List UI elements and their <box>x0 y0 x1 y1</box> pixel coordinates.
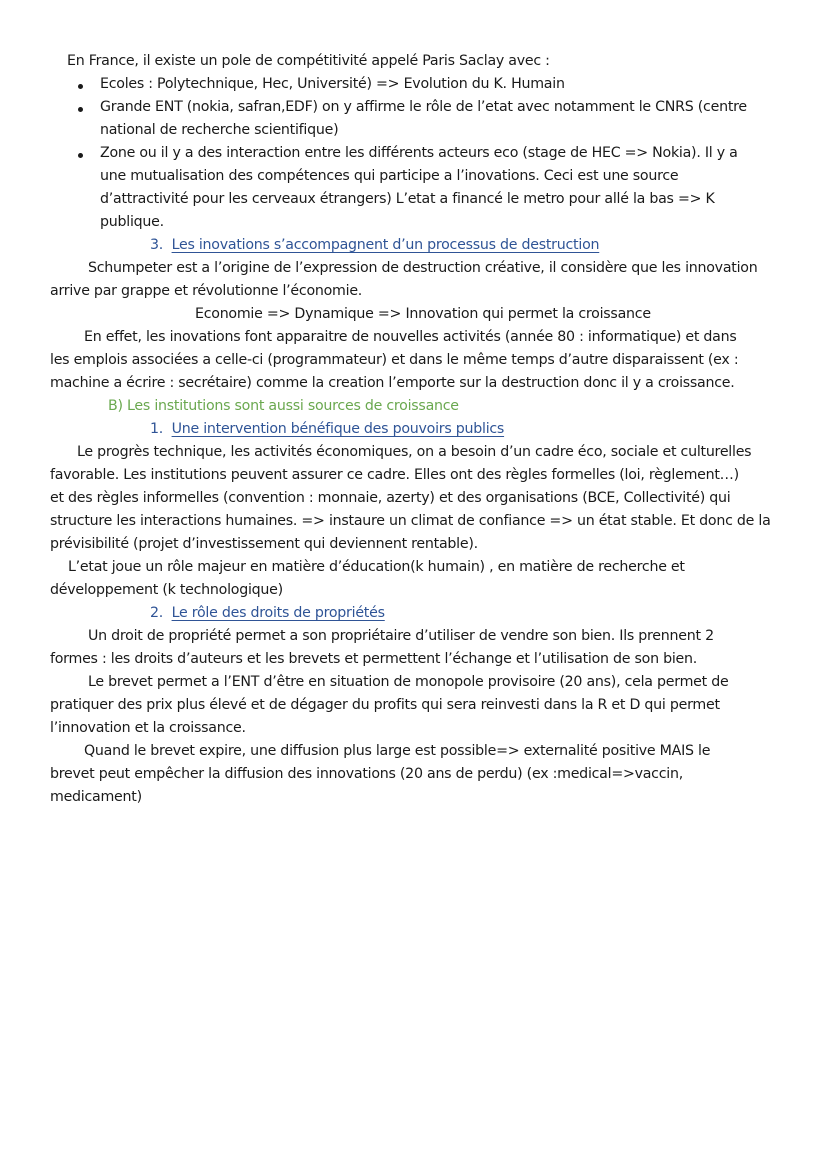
bullet-line: Grande ENT (nokia, safran,EDF) on y affirme le rôle de l’etat avec notamment le CNRS (centre <box>100 99 747 115</box>
heading-title: Les inovations s’accompagnent d’un processus de destruction <box>171 237 600 253</box>
heading-number: 1. <box>150 421 164 437</box>
paragraph-line: Quand le brevet expire, une diffusion plus large est possible=> externalité positive MAIS le <box>84 743 711 759</box>
formula-line: Economie => Dynamique => Innovation qui permet la croissance <box>195 306 651 322</box>
bullet-icon <box>78 153 83 158</box>
intro-text: En France, il existe un pole de compétitivité appelé Paris Saclay avec : <box>67 53 550 69</box>
bullet-icon <box>78 107 83 112</box>
paragraph-line: Schumpeter est a l’origine de l’expression de destruction créative, il considère que les innovation <box>88 260 758 276</box>
heading-title: Une intervention bénéfique des pouvoirs publics <box>171 421 505 437</box>
heading-1 <box>150 418 504 441</box>
bullet-line: publique. <box>100 214 164 230</box>
paragraph-line: l’innovation et la croissance. <box>50 720 246 736</box>
paragraph-line: favorable. Les institutions peuvent assurer ce cadre. Elles ont des règles formelles (loi, règlement…) <box>50 467 739 483</box>
paragraph-line: les emplois associées a celle-ci (programmateur) et dans le même temps d’autre disparaissent (ex : <box>50 352 739 368</box>
bullet-line: Ecoles : Polytechnique, Hec, Université) => Evolution du K. Humain <box>100 76 565 92</box>
paragraph-line: prévisibilité (projet d’investissement qui deviennent rentable). <box>50 536 478 552</box>
bullet-line: Zone ou il y a des interaction entre les différents acteurs eco (stage de HEC => Nokia). Il y a <box>100 145 738 161</box>
bullet-line: d’attractivité pour les cerveaux étrangers) L’etat a financé le metro pour allé la bas => K <box>100 191 715 207</box>
heading-2 <box>150 602 385 625</box>
heading-title: Le rôle des droits de propriétés <box>171 605 385 621</box>
paragraph-line: structure les interactions humaines. => instaure un climat de confiance => un état stable. Et donc de la <box>50 513 771 529</box>
paragraph-line: formes : les droits d’auteurs et les brevets et permettent l’échange et l’utilisation de son bien. <box>50 651 698 667</box>
heading-number: 2. <box>150 605 164 621</box>
paragraph-line: et des règles informelles (convention : monnaie, azerty) et des organisations (BCE, Collectivité) qui <box>50 490 731 506</box>
section-b-heading: B) Les institutions sont aussi sources de croissance <box>108 398 459 414</box>
paragraph-line: Le progrès technique, les activités économiques, on a besoin d’un cadre éco, sociale et culturelles <box>77 444 752 460</box>
paragraph-line: pratiquer des prix plus élevé et de dégager du profits qui sera reinvesti dans la R et D qui permet <box>50 697 720 713</box>
heading-3 <box>150 234 599 257</box>
bullet-line: national de recherche scientifique) <box>100 122 339 138</box>
paragraph-line: brevet peut empêcher la diffusion des innovations (20 ans de perdu) (ex :medical=>vaccin, <box>50 766 683 782</box>
paragraph-line: arrive par grappe et révolutionne l’économie. <box>50 283 363 299</box>
paragraph-line: développement (k technologique) <box>50 582 283 598</box>
bullet-line: une mutualisation des compétences qui participe a l’inovations. Ceci est une source <box>100 168 679 184</box>
bullet-icon <box>78 84 83 89</box>
heading-number: 3. <box>150 237 164 253</box>
paragraph-line: Le brevet permet a l’ENT d’être en situation de monopole provisoire (20 ans), cela permet de <box>88 674 729 690</box>
paragraph-line: machine a écrire : secrétaire) comme la creation l’emporte sur la destruction donc il y a croissance. <box>50 375 735 391</box>
paragraph-line: Un droit de propriété permet a son propriétaire d’utiliser de vendre son bien. Ils prennent 2 <box>88 628 714 644</box>
paragraph-line: L’etat joue un rôle majeur en matière d’éducation(k humain) , en matière de recherche et <box>68 559 685 575</box>
paragraph-line: medicament) <box>50 789 142 805</box>
paragraph-line: En effet, les inovations font apparaitre de nouvelles activités (année 80 : informatique) et dans <box>84 329 737 345</box>
